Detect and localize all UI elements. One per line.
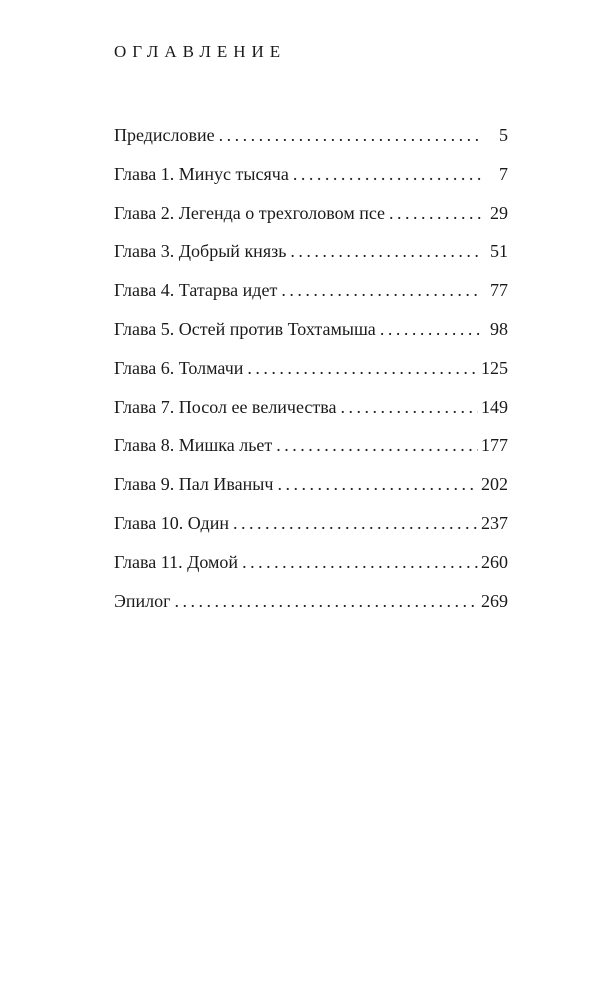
dot-leader [281, 275, 481, 305]
dot-leader [389, 198, 481, 228]
toc-entry-page: 269 [481, 590, 508, 611]
toc-entry-title: Глава 5. Остей против Тохтамыша [114, 318, 376, 339]
toc-entry-title: Глава 6. Толмачи [114, 357, 244, 378]
toc-entry-title: Глава 9. Пал Иваныч [114, 474, 274, 495]
toc-entry-chapter-9 [114, 469, 508, 508]
toc-entry-page: 237 [481, 512, 508, 533]
toc-entry-page: 98 [490, 318, 508, 339]
toc-entry-page: 7 [499, 163, 508, 184]
dot-leader [341, 392, 478, 422]
toc-entry-chapter-7 [114, 392, 508, 431]
toc-entry-chapter-2 [114, 198, 508, 237]
dot-leader [233, 508, 478, 538]
toc-entry-epilogue [114, 586, 508, 625]
toc-entry-chapter-10 [114, 508, 508, 547]
toc-entry-title: Предисловие [114, 125, 215, 145]
toc-entry-page: 51 [490, 241, 508, 262]
dot-leader [276, 430, 478, 460]
toc-entry-title: Глава 8. Мишка льет [114, 435, 273, 456]
toc-entry-title: Глава 1. Минус тысяча [114, 163, 289, 184]
toc-entry-chapter-6 [114, 353, 508, 392]
toc-entry-title: Глава 3. Добрый князь [114, 241, 287, 262]
toc-entry-title: Глава 7. Посол ее величества [114, 396, 337, 417]
toc-entry-preface [114, 120, 508, 159]
dot-leader [219, 120, 481, 150]
toc-entry-chapter-5 [114, 314, 508, 353]
dot-leader [175, 586, 478, 616]
toc-heading: ОГЛАВЛЕНИЕ [114, 42, 287, 61]
toc-entry-page: 260 [481, 551, 508, 572]
dot-leader [293, 159, 481, 189]
toc-entry-page: 5 [499, 125, 508, 145]
dot-leader [290, 236, 481, 266]
toc-entry-page: 149 [481, 396, 508, 417]
toc-entry-chapter-1 [114, 159, 508, 198]
toc-entry-title: Глава 11. Домой [114, 551, 239, 572]
dot-leader [277, 469, 478, 499]
toc-entry-title: Эпилог [114, 590, 171, 611]
toc-list [114, 120, 508, 624]
dot-leader [247, 353, 478, 383]
toc-entry-page: 29 [490, 202, 508, 223]
toc-entry-page: 177 [481, 435, 508, 456]
toc-entry-chapter-8 [114, 430, 508, 469]
toc-entry-chapter-4 [114, 275, 508, 314]
dot-leader [380, 314, 481, 344]
toc-entry-page: 125 [481, 357, 508, 378]
toc-entry-title: Глава 2. Легенда о трехголовом псе [114, 202, 386, 223]
toc-entry-chapter-11 [114, 547, 508, 586]
toc-entry-page: 77 [490, 280, 508, 301]
toc-entry-title: Глава 4. Татарва идет [114, 280, 278, 301]
dot-leader [242, 547, 478, 577]
toc-entry-chapter-3 [114, 236, 508, 275]
toc-entry-title: Глава 10. Один [114, 512, 229, 533]
toc-entry-page: 202 [481, 474, 508, 495]
